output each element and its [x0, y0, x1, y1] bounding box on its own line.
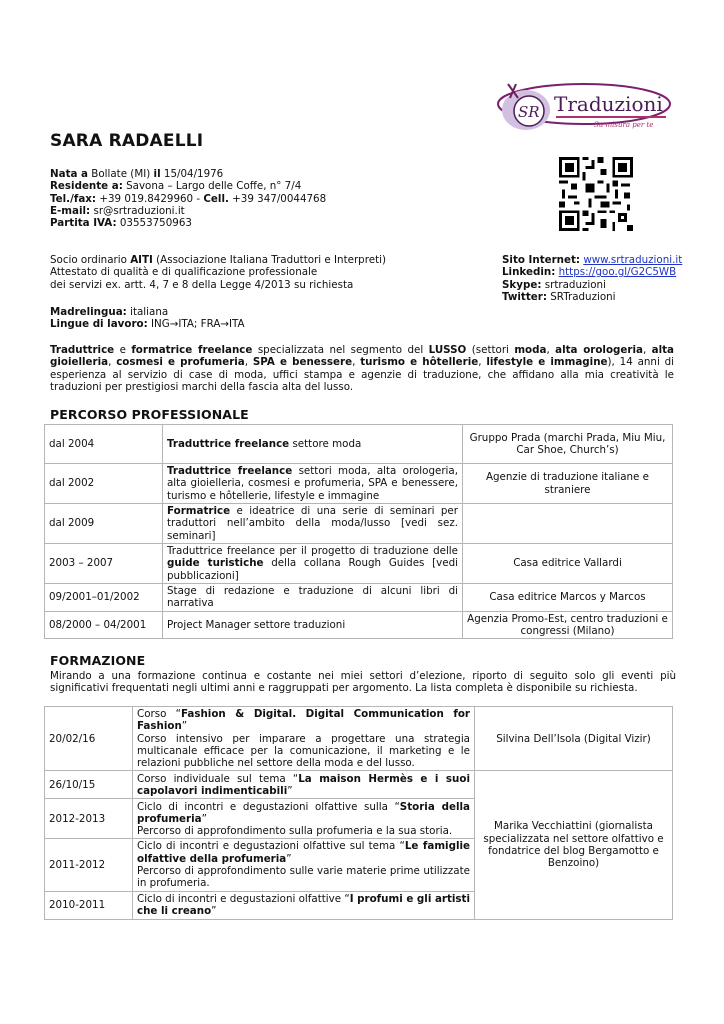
- table-row: dal 2009 Formatrice e ideatrice di una serie di seminari per traduttori nell’ambito della moda/lusso [vedi sez. seminari]: [45, 504, 673, 544]
- table-row: dal 2002 Traduttrice freelance settori moda, alta orologeria, alta gioielleria, cosmesi e profumeria, SPA e benessere, turismo e hôtellerie, lifestyle e immagine Agenzie di traduzione italiane e straniere: [45, 464, 673, 504]
- qr-code: [559, 157, 633, 231]
- section-heading-training: FORMAZIONE: [50, 653, 146, 668]
- table-row: dal 2004 Traduttrice freelance settore moda Gruppo Prada (marchi Prada, Miu Miu, Car Shoe, Church’s): [45, 425, 673, 464]
- table-row: 2003 – 2007 Traduttrice freelance per il progetto di traduzione delle guide turistiche della collana Rough Guides [vedi pubblicazioni] Casa editrice Vallardi: [45, 544, 673, 584]
- training-table: [44, 706, 673, 920]
- table-row: 09/2001–01/2002 Stage di redazione e traduzione di alcuni libri di narrativa Casa editrice Marcos y Marcos: [45, 584, 673, 612]
- table-row: 2010-2011 Ciclo di incontri e degustazioni olfattive “I profumi e gli artisti che li creano”: [45, 891, 673, 919]
- career-table: [44, 424, 673, 639]
- profile-summary: Traduttrice e formatrice freelance specializzata nel segmento del LUSSO (settori moda, alta orologeria, alta gioielleria, cosmesi e profumeria, SPA e benessere, turismo e hôtellerie, lifestyle e immagine), 14 anni di esperienza al servizio di case di moda, uffici stampa e agenzie di traduzione, che affidano alla mia creatività le traduzioni per prestigiosi marchi della fascia alta del lusso.: [50, 344, 675, 393]
- svg-text:SR: SR: [518, 103, 540, 121]
- membership-info: Socio ordinario AITI (Associazione Italiana Traduttori e Interpreti) Attestato di qualità e di qualificazione professionale dei servizi ex. artt. 4, 7 e 8 della Legge 4/2013 su richiesta: [50, 254, 386, 291]
- svg-text:Su misura per te: Su misura per te: [594, 121, 654, 129]
- languages: Madrelingua: italiana Lingue di lavoro: ING→ITA; FRA→ITA: [50, 306, 245, 331]
- linkedin-link[interactable]: https://goo.gl/G2C5WB: [558, 266, 677, 279]
- shared-teacher: Marika Vecchiattini (giornalista specializzata nel settore olfattivo e fondatrice del blog Bergamotto e Benzoino): [475, 771, 673, 919]
- email[interactable]: sr@srtraduzioni.it: [93, 204, 185, 217]
- training-intro: Mirando a una formazione continua e costante nei miei settori d’elezione, riporto di seguito solo gli eventi più significativi frequentati negli ultimi anni e raggruppati per argomento. La lista completa è disponibile su richiesta.: [50, 670, 676, 695]
- cv-name: SARA RADAELLI: [50, 131, 204, 151]
- table-row: 2012-2013 Ciclo di incontri e degustazioni olfattive sulla “Storia della profumeria” Percorso di approfondimento sulla profumeria e la sua storia.: [45, 799, 673, 839]
- online-contacts: Sito Internet: www.srtraduzioni.it Linkedin: https://goo.gl/G2C5WB Skype: srtraduzioni Twitter: SRTraduzioni: [502, 254, 683, 303]
- table-row: 08/2000 – 04/2001 Project Manager settore traduzioni Agenzia Promo-Est, centro traduzioni e congressi (Milano): [45, 611, 673, 639]
- company-logo: [496, 80, 676, 136]
- svg-text:Traduzioni: Traduzioni: [554, 92, 663, 116]
- personal-info: Nata a Bollate (MI) il 15/04/1976 Residente a: Savona – Largo delle Coffe, n° 7/4 Tel./fax: +39 019.8429960 - Cell. +39 347/0044768 E-mail: sr@srtraduzioni.it Partita IVA: 03553750963: [50, 168, 327, 230]
- table-row: 2011-2012 Ciclo di incontri e degustazioni olfattive sul tema “Le famiglie olfattive della profumeria” Percorso di approfondimento sulle varie materie prime utilizzate in profumeria.: [45, 839, 673, 891]
- section-heading-career: PERCORSO PROFESSIONALE: [50, 407, 249, 422]
- table-row: 20/02/16 Corso “Fashion & Digital. Digital Communication for Fashion” Corso intensivo per imparare a progettare una strategia multicanale efficace per la comunicazione, il marketing e le relazioni pubbliche nel settore della moda e del lusso. Silvina Dell’Isola (Digital Vizir): [45, 707, 673, 771]
- website-link[interactable]: www.srtraduzioni.it: [583, 254, 683, 266]
- table-row: 26/10/15 Corso individuale sul tema “La maison Hermès e i suoi capolavori indimenticabili” Marika Vecchiattini (giornalista specializzata nel settore olfattivo e fondatrice del blog Bergamotto e Benzoino): [45, 771, 673, 799]
